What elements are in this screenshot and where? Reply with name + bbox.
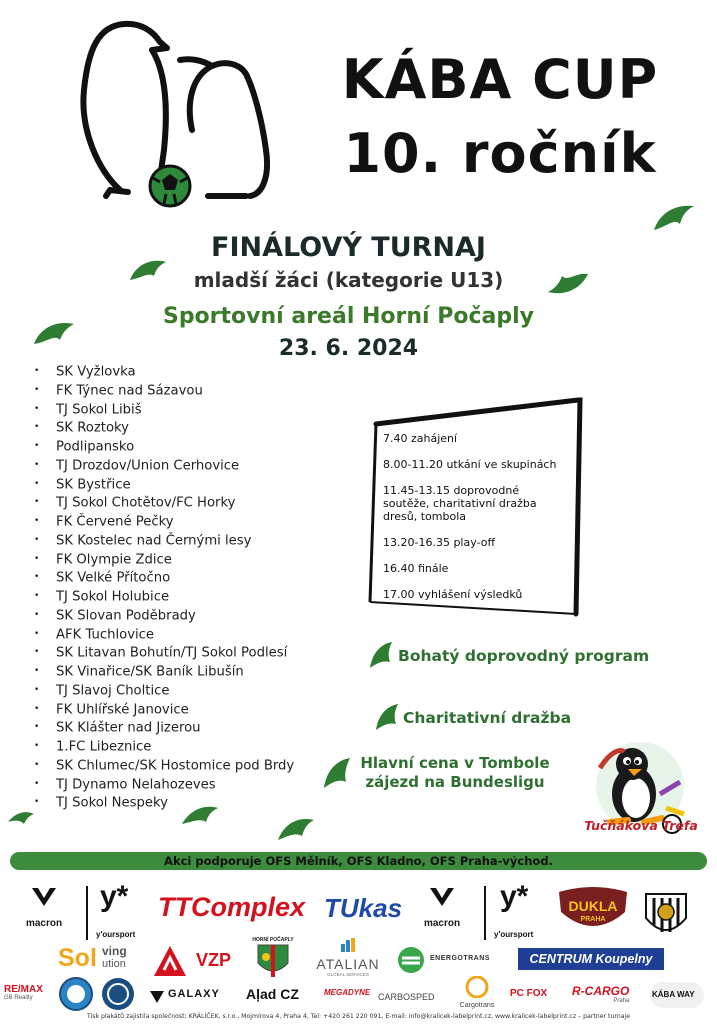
schedule-item: 8.00-11.20 utkání ve skupinách [383, 458, 557, 471]
kabaway-logo [650, 982, 704, 1008]
dukla-label: DUKLA [568, 898, 618, 914]
atalian-sub: GLOBAL SERVICES [327, 972, 369, 977]
highlight-charity: Charitativní dražba [403, 709, 572, 727]
alad-logo: Aļad CZ [246, 986, 299, 1002]
team-list-item: • TJ Sokol Libiš [30, 400, 294, 419]
macron-label: macron [25, 918, 63, 929]
yoursport-label: y'oursport [96, 930, 136, 939]
team-list-item: • TJ Drozdov/Union Cerhovice [30, 456, 294, 475]
ttcomplex-logo: TTComplex [158, 892, 306, 922]
footprint-icon [128, 258, 168, 282]
team-list-item: • AFK Tuchlovice [30, 625, 294, 644]
team-list-item: • TJ Sokol Nespeky [30, 793, 294, 812]
footprint-icon [652, 202, 696, 232]
galaxy-label: GALAXY [168, 988, 220, 1000]
divider [86, 886, 88, 940]
yoursport-mark: y* [100, 880, 129, 913]
horni-pocaply-label: HORNÍ POČAPLY [252, 937, 294, 943]
energotrans-label: ENERGOTRANS [430, 955, 490, 962]
team-list [30, 362, 294, 812]
energotrans-mark-icon [396, 946, 426, 974]
schedule-item: 11.45-13.15 doprovodné soutěže, charitativní dražba dresů, tombola [383, 484, 537, 523]
team-list-item: • FK Uhlířské Janovice [30, 700, 294, 719]
schedule-item: 16.40 finále [383, 562, 449, 575]
vzp-mark-icon [152, 944, 188, 978]
title-edition: 10. ročník [343, 122, 657, 185]
macron-logo-icon [428, 886, 456, 914]
footprint-icon [32, 320, 76, 346]
schedule-item: 7.40 zahájení [383, 432, 458, 445]
yoursport-mark: y* [500, 880, 529, 913]
team-list-item: • TJ Dynamo Nelahozeves [30, 775, 294, 794]
team-list-item: • SK Bystřice [30, 475, 294, 494]
remax-logo [4, 984, 43, 1001]
remax-label: RE/MAX [4, 984, 43, 995]
centrum-koupelny-logo: CENTRUM Koupelny [518, 948, 664, 970]
team-list-item: • TJ Sokol Chotětov/FC Horky [30, 493, 294, 512]
team-list-item: • SK Vinařice/SK Baník Libušín [30, 662, 294, 681]
galaxy-logo [150, 988, 236, 1002]
pcfox-logo: PC FOX [510, 988, 548, 999]
footprint-icon [374, 702, 400, 732]
schedule [383, 432, 563, 614]
club-crest-icon [640, 890, 692, 942]
carbosped-logo: CARBOSPED [378, 992, 435, 1002]
coat-of-arms-icon [256, 943, 290, 979]
dukla-sub: PRAHA [580, 916, 606, 923]
atalian-label: ATALIAN [316, 956, 380, 972]
tukas-logo: TUkas [324, 893, 403, 923]
yoursport-label: y'oursport [494, 930, 534, 939]
remax-sub: GB Reality [4, 995, 33, 1001]
team-list-item: • 1.FC Libeznice [30, 737, 294, 756]
cargotrans-mark-icon [465, 976, 489, 998]
prize-line-2: zájezd na Bundesligu [365, 773, 545, 791]
solving-word-mid: ving [102, 944, 127, 958]
venue: Sportovní areál Horní Počaply [162, 304, 535, 329]
team-list-item: • SK Velké Přítočno [30, 568, 294, 587]
divider [484, 886, 486, 940]
highlight-program: Bohatý doprovodný program [398, 647, 650, 665]
sponsor-macron-2 [418, 886, 466, 929]
footprint-icon [546, 270, 590, 296]
galaxy-mark-icon [150, 991, 164, 1003]
solving-logo [58, 944, 138, 973]
team-list-item: • FK Olympie Zdice [30, 550, 294, 569]
cargotrans-logo [452, 976, 502, 1009]
team-list-item: • SK Vyžlovka [30, 362, 294, 381]
team-list-item: • SK Roztoky [30, 418, 294, 437]
horni-pocaply-logo [248, 937, 298, 983]
footprint-icon [276, 816, 316, 842]
final-title: FINÁLOVÝ TURNAJ [211, 232, 486, 263]
support-banner [10, 852, 707, 870]
team-list-item: • FK Červené Pečky [30, 512, 294, 531]
team-list-item: • SK Kostelec nad Černými lesy [30, 531, 294, 550]
penguin-logo [40, 10, 290, 210]
team-list-item: • SK Chlumec/SK Hostomice pod Brdy [30, 756, 294, 775]
rcargo-logo [572, 984, 629, 1004]
solving-word-bot: ution [102, 958, 126, 970]
solving-word-top: Sol [58, 944, 97, 972]
footer-print-credit: Tisk plakátů zajistila společnost: KRÁLÍČEK, s.r.o., Mojmírova 4, Praha 4, Tel: +420 261 220 091, E-mail: info@kralicek-labelprint.cz, www.kralicek-labelprint.cz – partner turnaje [86, 1013, 631, 1020]
atalian-logo [306, 937, 390, 977]
macron-logo-icon [30, 886, 58, 914]
energotrans-logo [396, 946, 510, 974]
rcargo-sub: Praha [613, 998, 630, 1004]
title-kaba-cup: KÁBA CUP [341, 48, 659, 111]
event-date: 23. 6. 2024 [278, 336, 419, 361]
vzp-label: VZP [196, 950, 232, 970]
schedule-item: 17.00 vyhlášení výsledků [383, 588, 523, 601]
team-list-item: • SK Litavan Bohutín/TJ Sokol Podlesí [30, 643, 294, 662]
badge-label: Tučňákova Trefa [584, 818, 698, 833]
support-banner-text: Akci podporuje OFS Mělník, OFS Kladno, OFS Praha-východ. [164, 854, 553, 868]
prize-line-1: Hlavní cena v Tombole [360, 754, 550, 772]
club-badge-icon [100, 976, 136, 1012]
team-list-item: • FK Týnec nad Sázavou [30, 381, 294, 400]
rcargo-label: R-CARGO [572, 984, 630, 998]
cargotrans-label: Cargotrans [459, 1002, 495, 1009]
dukla-logo [555, 886, 631, 938]
footprint-icon [368, 640, 394, 670]
sponsor-macron [20, 886, 68, 929]
highlight-prize [340, 754, 570, 792]
atalian-mark-icon [341, 938, 355, 952]
megadyne-logo: MEGADYNE [324, 988, 371, 997]
category: mladší žáci (kategorie U13) [193, 268, 504, 292]
schedule-item: 13.20-16.35 play-off [383, 536, 496, 549]
kabaway-label: KÁBA WAY [652, 990, 695, 999]
team-list-item: • TJ Sokol Holubice [30, 587, 294, 606]
team-list-item: • SK Klášter nad Jizerou [30, 718, 294, 737]
macron-label: macron [423, 918, 461, 929]
club-badge-icon [58, 976, 94, 1012]
team-list-item: • SK Slovan Poděbrady [30, 606, 294, 625]
vzp-logo [152, 944, 242, 978]
team-list-item: • TJ Slavoj Choltice [30, 681, 294, 700]
team-list-item: • Podlipansko [30, 437, 294, 456]
